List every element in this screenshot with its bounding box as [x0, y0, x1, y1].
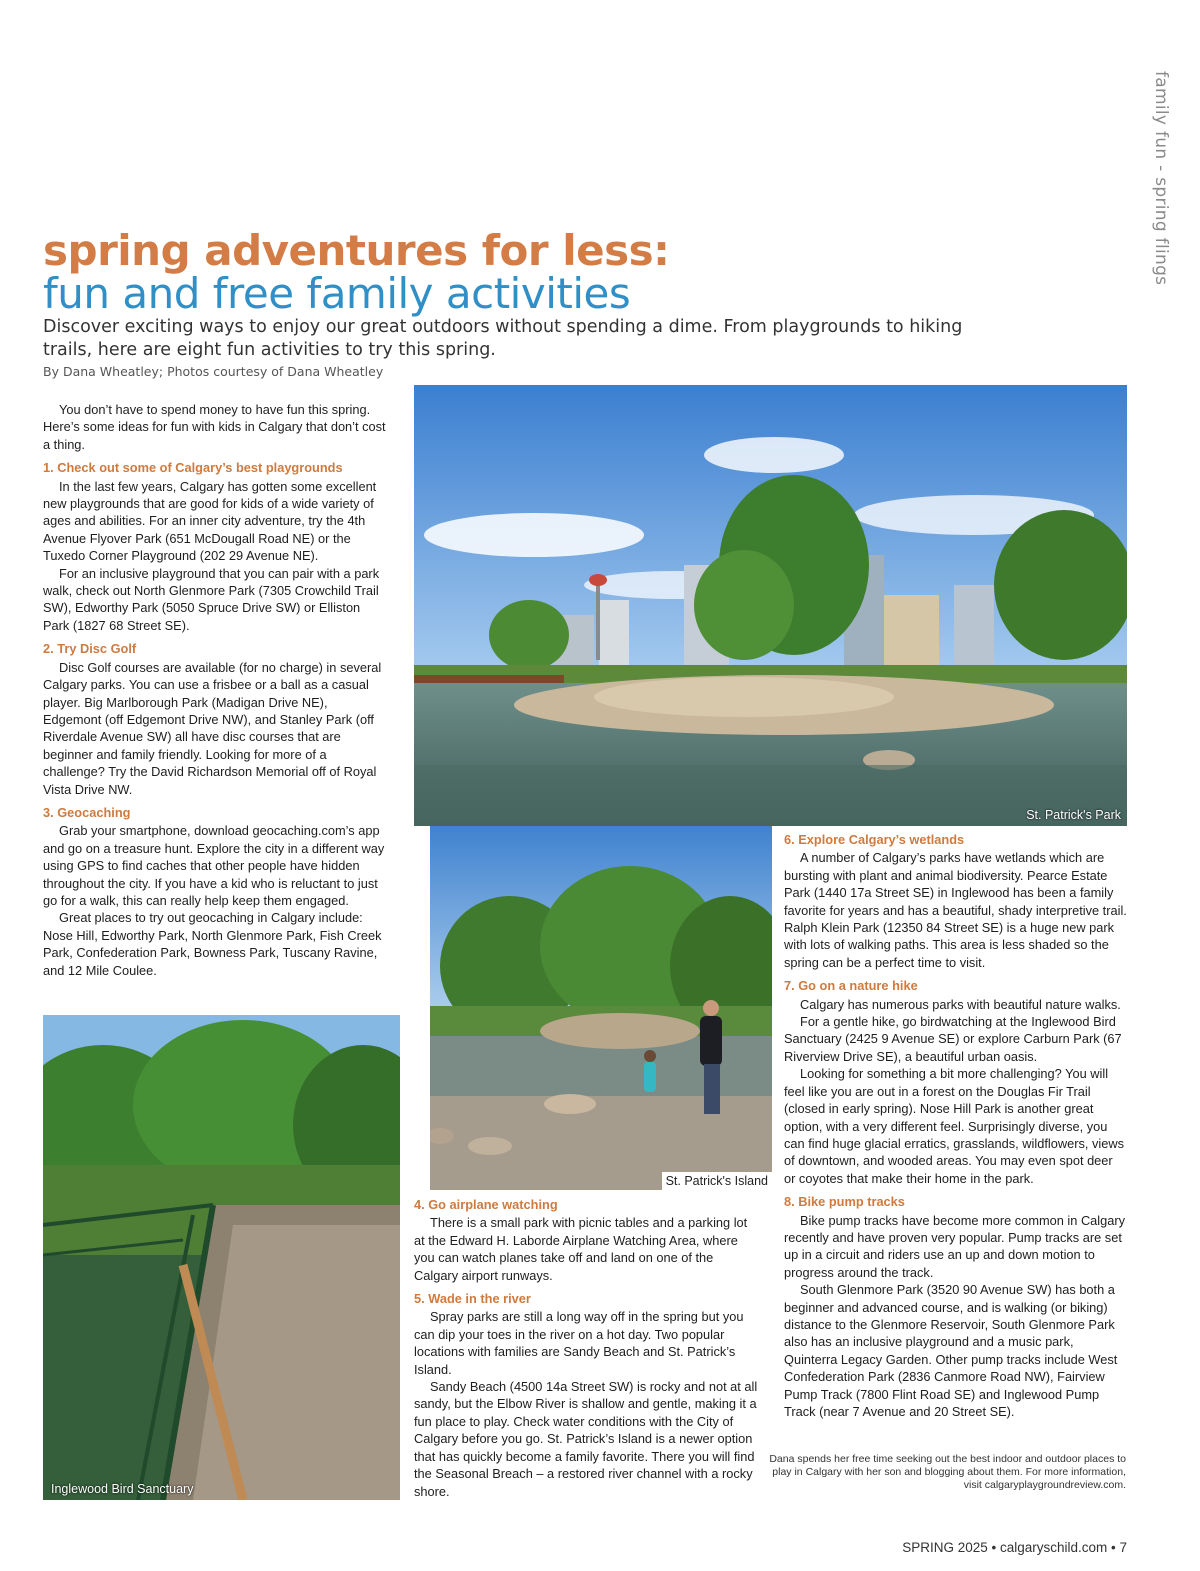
author-bio: Dana spends her free time seeking out the best indoor and outdoor places to play in Calgary with her son and blogging about them. For more information, visit calgaryplaygroundreview.com.: [769, 1453, 1126, 1491]
paragraph: Grab your smartphone, download geocaching.com’s app and go on a treasure hunt. Explore the city in a different way using GPS to find caches that other people have hidden throughout the city. If you have a kid who is reluctant to just go for a walk, this can really help keep them engaged.: [43, 823, 385, 908]
paragraph: South Glenmore Park (3520 90 Avenue SW) has both a beginner and advanced course, and is walking (or biking) distance to the Glenmore Reservoir, South Glenmore Park also has an inclusive playground and a music park, Quinterra Legacy Garden. Other pump tracks include West Confederation Park (2836 Canmore Road NW), Fairview Pump Track (7800 Flint Road SE) and Inglewood Pump Track (near 7 Avenue and 20 Street SE).: [784, 1282, 1118, 1419]
paragraph: In the last few years, Calgary has gotten some excellent new playgrounds that are good for kids of a wide variety of ages and abilities. For an inner city adventure, try the 4th Avenue Flyover Park (651 McDougall Road NE) or the Tuxedo Corner Playground (202 29 Avenue NE).: [43, 478, 377, 564]
section-heading-4: 4. Go airplane watching: [414, 1197, 558, 1212]
title-line-1: spring adventures for less:: [43, 226, 670, 275]
paragraph: Looking for something a bit more challenging? You will feel like you are out in a forest on the Douglas Fir Trail (closed in early spring). Nose Hill Park is another great option, with a very different feel. Surprisingly diverse, you can find huge glacial erratics, grasslands, wildflowers, views of downtown, and wooded areas. You may even spot deer or coyotes that make their home in the park.: [784, 1066, 1124, 1186]
section-heading-1: 1. Check out some of Calgary’s best playgrounds: [43, 460, 343, 476]
intro-deck: Discover exciting ways to enjoy our great outdoors without spending a dime. From playgrounds to hiking trails, here are eight fun activities to try this spring.: [43, 317, 963, 360]
paragraph: Great places to try out geocaching in Calgary include: Nose Hill, Edworthy Park, North Glenmore Park, Fish Creek Park, Confederation Park, Bowness Park, Tuscany Ravine, and 12 Mile Coulee.: [43, 910, 382, 978]
lead-paragraph: You don’t have to spend money to have fun this spring. Here’s some ideas for fun with kids in Calgary that don’t cost a thing.: [43, 402, 386, 452]
paragraph: Spray parks are still a long way off in the spring but you can dip your toes in the river on a hot day. Two popular locations with families are Sandy Beach and St. Patrick’s Island.: [414, 1309, 744, 1377]
photo-caption: St. Patrick's Park: [1026, 808, 1121, 822]
paragraph: For a gentle hike, go birdwatching at the Inglewood Bird Sanctuary (2425 9 Avenue SE) or explore Carburn Park (67 Riverview Drive SE), a beautiful urban oasis.: [784, 1014, 1122, 1064]
title-line-2: fun and free family activities: [43, 269, 631, 318]
paragraph: A number of Calgary’s parks have wetlands which are bursting with plant and animal biodiversity. Pearce Estate Park (1440 17a Street SE) in Inglewood has been a family favorite for years and has a beautiful, shady interpretive trail. Ralph Klein Park (12350 84 Street SE) is a huge new park with lots of walking paths. This area is less shaded so the spring can be a perfect time to visit.: [784, 850, 1127, 970]
photo-st-patricks-park: [414, 385, 1127, 826]
byline: By Dana Wheatley; Photos courtesy of Dana Wheatley: [43, 364, 384, 379]
section-side-tag: family fun - spring flings: [1151, 71, 1171, 286]
section-heading-2: 2. Try Disc Golf: [43, 641, 137, 657]
photo-caption: Inglewood Bird Sanctuary: [51, 1482, 194, 1496]
page-footer: SPRING 2025 • calgaryschild.com • 7: [902, 1540, 1127, 1555]
section-heading-3: 3. Geocaching: [43, 804, 131, 820]
photo-st-patricks-island: [428, 826, 774, 1190]
paragraph: Calgary has numerous parks with beautiful nature walks.: [800, 996, 1121, 1012]
paragraph: Sandy Beach (4500 14a Street SW) is rocky and not at all sandy, but the Elbow River is shallow and gentle, making it a fun place to play. Check water conditions with the City of Calgary before you go. St. Patrick’s Island is a newer option that has quickly become a family favorite. There you will find the Seasonal Breach – a restored river channel with a rocky shore.: [414, 1379, 758, 1499]
paragraph: Bike pump tracks have become more common in Calgary recently and have proven very popular. Pump tracks are set up in a circuit and riders use an up and down motion to progress around the track.: [784, 1212, 1126, 1280]
section-heading-7: 7. Go on a nature hike: [784, 978, 918, 994]
section-heading-5: 5. Wade in the river: [414, 1291, 531, 1307]
photo-caption: St. Patrick's Island: [662, 1172, 772, 1190]
section-heading-6: 6. Explore Calgary’s wetlands: [784, 832, 965, 847]
section-heading-8: 8. Bike pump tracks: [784, 1194, 905, 1210]
paragraph: There is a small park with picnic tables and a parking lot at the Edward H. Laborde Airplane Watching Area, where you can watch planes take off and land on one of the Calgary airport runways.: [414, 1215, 748, 1283]
column-1: [43, 401, 386, 979]
paragraph: Disc Golf courses are available (for no charge) in several Calgary parks. You can use a frisbee or a ball as a casual player. Big Marlborough Park (Madigan Drive NE), Edgemont (off Edgemont Drive NW), and Stanley Park (off Riverdale Avenue SW) all have disc courses that are beginner and family friendly. Looking for more of a challenge? Try the David Richardson Memorial off of Royal Vista Drive NW.: [43, 659, 382, 797]
paragraph: For an inclusive playground that you can pair with a park walk, check out North Glenmore Park (7305 Crowchild Trail SW), Edworthy Park (5050 Spruce Drive SW) or Elliston Park (1827 68 Street SE).: [43, 565, 380, 633]
photo-inglewood-bird-sanctuary: [43, 1015, 400, 1500]
column-3: [784, 831, 1127, 1420]
column-2: [414, 1196, 759, 1500]
